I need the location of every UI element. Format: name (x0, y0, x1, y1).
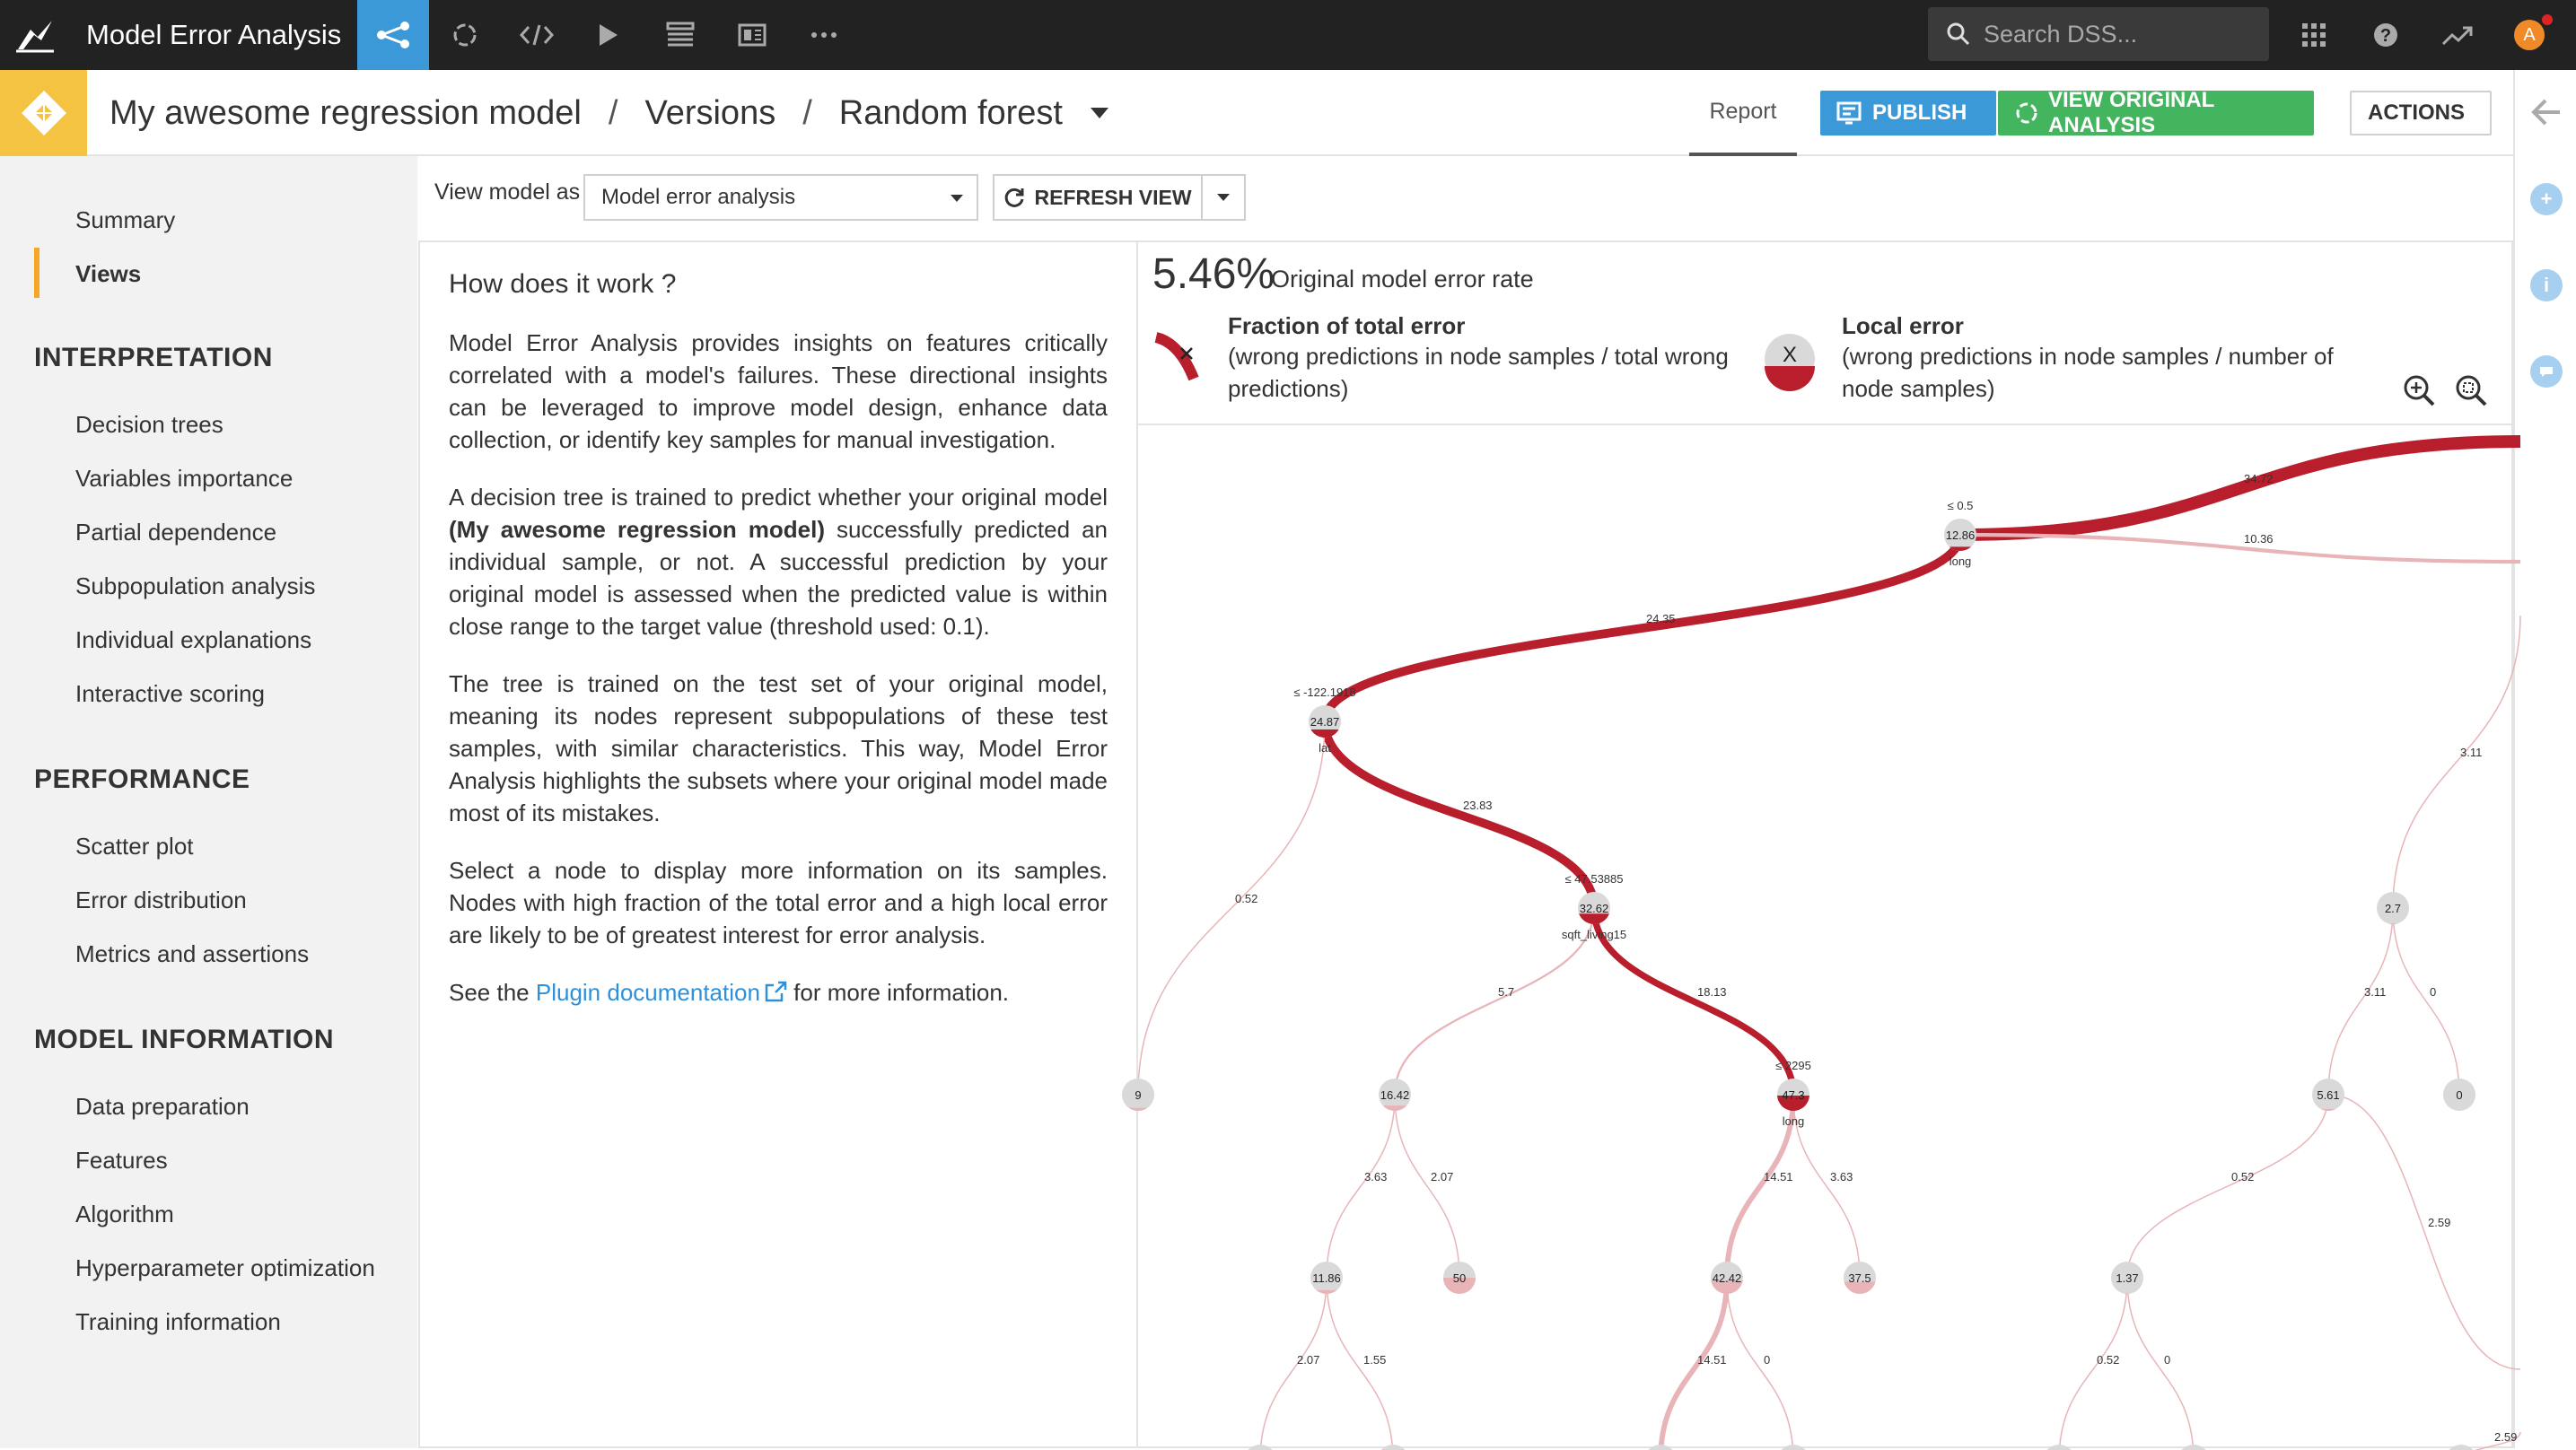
search-box (1928, 7, 2269, 61)
edge-fraction-label: 2.07 (1297, 1353, 1319, 1367)
tree-node[interactable] (1844, 1262, 1876, 1294)
edge-fraction-label: 3.63 (1364, 1170, 1387, 1184)
sidebar-item-summary[interactable]: Summary (75, 206, 175, 234)
tree-node[interactable] (1644, 1445, 1677, 1450)
fraction-title: Fraction of total error (1228, 312, 1757, 340)
edge-fraction-label: 2.59 (2494, 1430, 2517, 1444)
actions-label: ACTIONS (2368, 100, 2465, 126)
edge-fraction-label: 10.36 (2244, 532, 2274, 546)
chevron-down-icon[interactable] (1090, 107, 1109, 119)
model-name-bold: (My awesome regression model) (449, 516, 825, 543)
tree-edge[interactable] (2393, 908, 2459, 1095)
breadcrumb (110, 70, 1109, 156)
node-value-label: 5.61 (2317, 1088, 2339, 1102)
apps-grid-icon[interactable] (2278, 0, 2350, 70)
chevron-down-icon (950, 194, 964, 203)
view-model-select[interactable] (583, 174, 978, 221)
edge-fraction-label: 3.11 (2460, 746, 2482, 759)
plugin-documentation-link[interactable]: Plugin documentation (536, 979, 760, 1006)
sidebar-item-variables-importance[interactable]: Variables importance (75, 465, 293, 493)
tree-node[interactable] (1443, 1262, 1476, 1294)
node-circle (1644, 1445, 1677, 1450)
error-decision-tree (1138, 427, 2513, 1450)
notification-dot-icon (2540, 13, 2554, 27)
right-rail (2513, 70, 2576, 1448)
datasets-icon[interactable] (644, 0, 716, 70)
node-value-label: 9 (1135, 1088, 1141, 1102)
sidebar-item-individual-explanations[interactable]: Individual explanations (75, 626, 311, 654)
edge-fraction-label: 14.51 (1697, 1353, 1727, 1367)
node-circle (2177, 1445, 2210, 1450)
node-circle (2445, 1445, 2477, 1450)
section-heading-model-information: MODEL INFORMATION (34, 1025, 334, 1055)
tree-node[interactable] (1310, 1262, 1343, 1294)
add-icon[interactable]: + (2530, 183, 2563, 215)
breadcrumb-separator: / (609, 94, 618, 133)
node-threshold-label: ≤ 2295 (1775, 1059, 1811, 1072)
error-rate-label: Original model error rate (1271, 266, 1534, 293)
edge-fraction-label: 24.35 (1646, 612, 1676, 625)
section-heading-performance: PERFORMANCE (34, 764, 250, 795)
node-value-label: 24.87 (1310, 715, 1340, 729)
publish-label: PUBLISH (1872, 100, 1967, 126)
node-feature-label: lat (1319, 741, 1331, 755)
code-icon[interactable] (501, 0, 573, 70)
fraction-description: (wrong predictions in node samples / total wrong predictions) (1228, 340, 1757, 405)
refresh-view-button[interactable] (994, 176, 1203, 219)
tree-node[interactable] (1775, 1059, 1811, 1128)
tree-node[interactable] (2443, 1079, 2475, 1111)
info-icon[interactable]: i (2530, 269, 2563, 301)
tree-node[interactable] (1562, 872, 1626, 941)
sidebar-item-decision-trees[interactable]: Decision trees (75, 411, 223, 439)
app-title: Model Error Analysis (86, 19, 357, 51)
edge-fraction-label: 0 (2164, 1353, 2170, 1367)
edge-fraction-label: 0 (2430, 985, 2436, 999)
tree-edge[interactable] (1327, 1095, 1395, 1278)
user-avatar[interactable] (2493, 0, 2565, 70)
sidebar-item-interactive-scoring[interactable]: Interactive scoring (75, 680, 265, 708)
edge-fraction-label: 34.72 (2244, 472, 2274, 485)
text-segment: for more information. (787, 979, 1009, 1006)
error-tree-panel (1138, 240, 2513, 1448)
breadcrumb-versions[interactable]: Versions (644, 94, 775, 133)
sidebar-item-error-distribution[interactable]: Error distribution (75, 887, 247, 914)
node-feature-label: long (1950, 555, 1972, 568)
node-feature-label: long (1783, 1114, 1805, 1128)
help-icon[interactable] (2350, 0, 2422, 70)
node-circle (1377, 1445, 1409, 1450)
lab-icon[interactable] (429, 0, 501, 70)
tree-node[interactable] (1379, 1079, 1411, 1111)
breadcrumb-separator: / (802, 94, 812, 133)
edge-fraction-label: 0 (1764, 1353, 1770, 1367)
breadcrumb-model[interactable]: My awesome regression model (110, 94, 582, 133)
edge-fraction-label: 5.7 (1498, 985, 1514, 999)
zoom-in-icon[interactable] (2402, 373, 2436, 407)
section-heading-interpretation: INTERPRETATION (34, 343, 273, 373)
intro-paragraph: Model Error Analysis provides insights on features critically correlated with a model's failures. These directional insights can be leveraged to improve model design, enhance data collection, or identify key samples for manual investigation. (449, 327, 1108, 456)
search-input[interactable] (1984, 21, 2253, 48)
lab-icon (2014, 100, 2039, 126)
publish-button[interactable] (1820, 91, 1996, 135)
local-error-icon (1763, 332, 1817, 386)
sidebar-item-features[interactable]: Features (75, 1147, 168, 1175)
dss-logo-icon[interactable] (0, 0, 70, 70)
refresh-view-control (993, 174, 1246, 221)
node-local-error-fill (1383, 1105, 1407, 1111)
edge-fraction-label: 3.11 (2364, 985, 2386, 999)
activity-icon[interactable] (2422, 0, 2493, 70)
edge-fraction-label: 0.52 (1235, 892, 1257, 905)
node-value-label: 11.86 (1312, 1271, 1341, 1285)
node-local-error-fill (2388, 923, 2398, 924)
tree-node[interactable] (1293, 686, 1355, 755)
view-model-selected: Model error analysis (601, 185, 795, 210)
view-model-as-label: View model as (434, 179, 580, 205)
how-it-works-panel (418, 240, 1138, 1448)
node-value-label: 2.7 (2385, 902, 2401, 915)
tree-edge[interactable] (2328, 908, 2393, 1095)
tree-node[interactable] (2043, 1445, 2075, 1450)
node-feature-label: sqft_living15 (1562, 928, 1626, 941)
edge-fraction-label: 2.59 (2428, 1216, 2450, 1229)
view-original-analysis-button[interactable] (1998, 91, 2314, 135)
tree-edge[interactable] (1960, 535, 2520, 562)
tree-node[interactable] (2111, 1262, 2143, 1294)
tree-edge[interactable] (1325, 721, 1594, 908)
training-paragraph: The tree is trained on the test set of your original model, meaning its nodes represent subpopulations of these test samples, with similar characteristics. This way, Model Error Analysis highlights the subsets where your original model made most of its mistakes. (449, 668, 1108, 829)
node-threshold-label: ≤ 0.5 (1948, 499, 1974, 512)
tree-node[interactable] (2377, 892, 2409, 924)
run-icon[interactable] (573, 0, 644, 70)
edge-fraction-label: 14.51 (1764, 1170, 1793, 1184)
dashboard-icon[interactable] (716, 0, 788, 70)
text-segment: A decision tree is trained to predict whether your original model (449, 484, 1108, 511)
tree-node[interactable] (1711, 1262, 1743, 1294)
sidebar-item-views[interactable]: Views (75, 260, 141, 288)
view-original-label: VIEW ORIGINAL ANALYSIS (2048, 88, 2298, 138)
node-value-label: 42.42 (1713, 1271, 1742, 1285)
edge-fraction-label: 0.52 (2097, 1353, 2119, 1367)
node-value-label: 47.3 (1782, 1088, 1804, 1102)
sidebar-item-partial-dependence[interactable]: Partial dependence (75, 519, 276, 546)
edge-fraction-label: 18.13 (1697, 985, 1727, 999)
svg-text:?: ? (2380, 26, 2391, 46)
sidebar-item-data-preparation[interactable]: Data preparation (75, 1093, 250, 1121)
tree-edge[interactable] (1138, 721, 1325, 1095)
tree-node[interactable] (1377, 1445, 1409, 1450)
node-value-label: 16.42 (1380, 1088, 1410, 1102)
decision-tree-paragraph (449, 481, 1108, 642)
tree-node[interactable] (2177, 1445, 2210, 1450)
flow-icon[interactable] (357, 0, 429, 70)
zoom-fit-icon[interactable] (2454, 373, 2488, 407)
chat-icon[interactable] (2530, 355, 2563, 388)
node-value-label: 1.37 (2116, 1271, 2138, 1285)
node-threshold-label: ≤ 47.53885 (1565, 872, 1624, 886)
text-segment: successfully predicted an individual sample, or not. A successful prediction by your original model is assessed when the predicted value is within close range to the target value (threshold used: 0.1). (449, 516, 1108, 640)
sidebar-item-subpopulation-analysis[interactable]: Subpopulation analysis (75, 572, 315, 600)
tree-node[interactable] (2445, 1445, 2477, 1450)
select-node-paragraph: Select a node to display more information on its samples. Nodes with high fraction of the total error and a high local error are likely to be of greatest interest for error analysis. (449, 854, 1108, 951)
edge-fraction-label: 0.52 (2231, 1170, 2254, 1184)
model-diamond-icon (0, 70, 87, 156)
fraction-legend (1228, 312, 1757, 405)
actions-button[interactable] (2350, 91, 2492, 135)
tree-node[interactable] (1944, 499, 1976, 568)
sidebar-item-training-information[interactable]: Training information (75, 1308, 281, 1336)
sidebar-item-hyperparameter-optimization[interactable]: Hyperparameter optimization (75, 1254, 375, 1282)
tree-edge[interactable] (1395, 1095, 1459, 1278)
local-description: (wrong predictions in node samples / number of node samples) (1842, 340, 2380, 405)
node-local-error-fill (2321, 1109, 2336, 1111)
tree-node[interactable] (2312, 1079, 2344, 1111)
edge-fraction-label: 2.07 (1431, 1170, 1453, 1184)
node-local-error-fill (1316, 1290, 1336, 1294)
tree-edge[interactable] (2393, 616, 2520, 908)
local-error-glyph: X (1783, 343, 1797, 367)
local-title: Local error (1842, 312, 2380, 340)
sidebar-item-metrics-assertions[interactable]: Metrics and assertions (75, 940, 309, 968)
sidebar (0, 156, 417, 1448)
tree-edge[interactable] (2127, 1095, 2328, 1278)
tree-node[interactable] (1122, 1079, 1154, 1111)
node-value-label: 0 (2456, 1088, 2462, 1102)
tree-node[interactable] (1777, 1445, 1809, 1450)
text-segment: See the (449, 979, 536, 1006)
panel-title: How does it work ? (449, 269, 1108, 300)
refresh-options-toggle[interactable] (1203, 193, 1244, 202)
edge-fraction-label: 23.83 (1463, 799, 1493, 812)
more-icon[interactable] (788, 0, 860, 70)
fraction-of-error-icon (1152, 330, 1206, 386)
tree-node[interactable] (1244, 1445, 1276, 1450)
sidebar-item-algorithm[interactable]: Algorithm (75, 1201, 174, 1228)
edge-fraction-label: 1.55 (1363, 1353, 1386, 1367)
documentation-paragraph (449, 976, 1108, 1009)
breadcrumb-current: Random forest (839, 94, 1063, 133)
arrow-left-icon[interactable] (2531, 99, 2562, 126)
error-rate-value: 5.46% (1152, 249, 1275, 299)
node-value-label: 32.62 (1580, 902, 1609, 915)
sidebar-item-scatter-plot[interactable]: Scatter plot (75, 833, 194, 860)
refresh-view-label: REFRESH VIEW (1034, 186, 1191, 210)
tree-edge[interactable] (1727, 1278, 1793, 1450)
node-threshold-label: ≤ -122.1918 (1293, 686, 1355, 699)
node-value-label: 12.86 (1946, 528, 1976, 542)
refresh-icon (1003, 187, 1025, 208)
node-value-label: 37.5 (1848, 1271, 1871, 1285)
local-legend (1842, 312, 2380, 405)
tree-edge[interactable] (2127, 1278, 2194, 1450)
dashboard-icon (1836, 101, 1862, 125)
node-circle (1244, 1445, 1276, 1450)
node-local-error-fill (1310, 729, 1338, 738)
edge-fraction-label: 3.63 (1830, 1170, 1853, 1184)
tab-report[interactable]: Report (1689, 70, 1797, 156)
node-circle (1777, 1445, 1809, 1450)
chevron-down-icon (1216, 193, 1231, 202)
node-local-error-fill (1579, 913, 1609, 924)
tree-edge[interactable] (2328, 1095, 2520, 1369)
active-indicator (34, 248, 39, 298)
external-link-icon[interactable] (764, 981, 787, 1002)
node-value-label: 50 (1453, 1271, 1466, 1285)
avatar: A (2514, 20, 2545, 50)
top-navbar (0, 0, 2576, 70)
search-icon (1946, 22, 1971, 47)
tree-legend (1138, 242, 2513, 425)
node-circle (2043, 1445, 2075, 1450)
tree-edge[interactable] (1960, 441, 2520, 535)
tree-edge[interactable] (1325, 535, 1960, 721)
